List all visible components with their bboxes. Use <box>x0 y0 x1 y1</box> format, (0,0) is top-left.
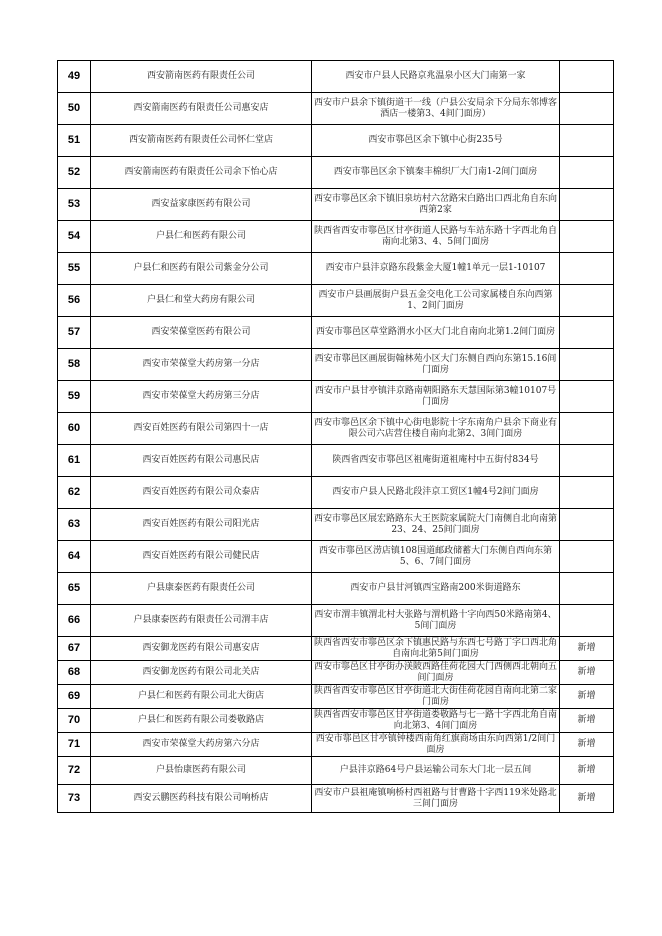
store-address-cell: 西安市鄠邑区画展街翰林苑小区大门东侧自西向东第15.16间门面房 <box>312 349 560 381</box>
store-address-cell: 西安市鄠邑区甘亭街办渼陂西路佳荷花园大门西侧西北朝向五间门面房 <box>312 661 560 685</box>
note-cell <box>560 157 614 189</box>
row-number-cell: 66 <box>58 605 91 637</box>
table-row <box>58 605 614 637</box>
row-number-cell: 53 <box>58 189 91 221</box>
row-number-cell: 60 <box>58 413 91 445</box>
table-row <box>58 157 614 189</box>
row-number-cell: 64 <box>58 541 91 573</box>
row-number-cell: 50 <box>58 93 91 125</box>
note-cell <box>560 61 614 93</box>
table-row <box>58 685 614 709</box>
store-address-cell: 西安市户县人民路北段沣京工贸区1幢4号2间门面房 <box>312 477 560 509</box>
note-cell <box>560 253 614 285</box>
row-number-cell: 65 <box>58 573 91 605</box>
company-name-cell: 户县仁和医药有限公司 <box>91 221 312 253</box>
store-address-cell: 陕西省西安市鄠邑区祖庵街道祖庵村中五街付834号 <box>312 445 560 477</box>
company-name-cell: 西安御龙医药有限公司北关店 <box>91 661 312 685</box>
company-name-cell: 西安御龙医药有限公司惠安店 <box>91 637 312 661</box>
store-address-cell: 西安市鄠邑区余下镇中心街235号 <box>312 125 560 157</box>
store-address-cell: 西安市户县画展街户县五金交电化工公司家属楼自东向西第1、2间门面房 <box>312 285 560 317</box>
company-name-cell: 西安箭南医药有限责任公司 <box>91 61 312 93</box>
table-row <box>58 317 614 349</box>
company-name-cell: 西安百姓医药有限公司阳光店 <box>91 509 312 541</box>
note-cell: 新增 <box>560 733 614 757</box>
table-row <box>58 253 614 285</box>
company-name-cell: 西安市荣葆堂大药房第三分店 <box>91 381 312 413</box>
table-row <box>58 709 614 733</box>
store-address-cell: 陕西省西安市鄠邑区甘亭街道北大街佳荷花园自南向北第二家门面房 <box>312 685 560 709</box>
store-address-cell: 西安市户县人民路京兆温泉小区大门南第一家 <box>312 61 560 93</box>
table-row <box>58 93 614 125</box>
company-name-cell: 西安箭南医药有限责任公司怀仁堂店 <box>91 125 312 157</box>
row-number-cell: 58 <box>58 349 91 381</box>
store-address-cell: 西安市鄠邑区甘亭镇钟楼西南角红旗商场由东向西第1/2间门面房 <box>312 733 560 757</box>
row-number-cell: 49 <box>58 61 91 93</box>
row-number-cell: 55 <box>58 253 91 285</box>
store-address-cell: 西安市鄠邑区余下镇秦丰棉织厂大门南1-2间门面房 <box>312 157 560 189</box>
pharmacy-table <box>57 60 614 813</box>
row-number-cell: 62 <box>58 477 91 509</box>
note-cell <box>560 189 614 221</box>
company-name-cell: 西安百姓医药有限公司众泰店 <box>91 477 312 509</box>
row-number-cell: 52 <box>58 157 91 189</box>
table-row <box>58 285 614 317</box>
company-name-cell: 西安箭南医药有限责任公司余下怡心店 <box>91 157 312 189</box>
note-cell <box>560 349 614 381</box>
store-address-cell: 西安市鄠邑区余下镇中心街电影院十字东南角户县余下商业有限公司六店营住楼自南向北第2、3间门面房 <box>312 413 560 445</box>
table-row <box>58 637 614 661</box>
company-name-cell: 户县仁和堂大药房有限公司 <box>91 285 312 317</box>
store-address-cell: 西安市户县甘河镇西宝路南200米街道路东 <box>312 573 560 605</box>
company-name-cell: 户县仁和医药有限公司紫金分公司 <box>91 253 312 285</box>
row-number-cell: 56 <box>58 285 91 317</box>
company-name-cell: 西安市荣葆堂大药房第六分店 <box>91 733 312 757</box>
store-address-cell: 西安市渭丰镇渭北村大张路与渭机路十字向西50米路南第4、5间门面房 <box>312 605 560 637</box>
row-number-cell: 69 <box>58 685 91 709</box>
note-cell <box>560 477 614 509</box>
store-address-cell: 西安市户县沣京路东段紫金大厦1幢1单元一层1-10107 <box>312 253 560 285</box>
store-address-cell: 陕西省西安市鄠邑区甘亭街道人民路与车站东路十字西北角自南向北第3、4、5间门面房 <box>312 221 560 253</box>
row-number-cell: 68 <box>58 661 91 685</box>
store-address-cell: 陕西省西安市鄠邑区余下镇惠民路与东西七号路丁字口西北角自南向北第5间门面房 <box>312 637 560 661</box>
company-name-cell: 西安市荣葆堂大药房第一分店 <box>91 349 312 381</box>
note-cell: 新增 <box>560 785 614 813</box>
note-cell <box>560 125 614 157</box>
store-address-cell: 西安市户县祖庵镇响桥村西祖路与甘曹路十字西119米处路北三间门面房 <box>312 785 560 813</box>
row-number-cell: 67 <box>58 637 91 661</box>
note-cell <box>560 381 614 413</box>
company-name-cell: 户县康泰医药有限责任公司渭丰店 <box>91 605 312 637</box>
store-address-cell: 陕西省西安市鄠邑区甘亭街道娄敬路与七一路十字西北角自南向北第3、4间门面房 <box>312 709 560 733</box>
company-name-cell: 西安益家康医药有限公司 <box>91 189 312 221</box>
note-cell <box>560 221 614 253</box>
store-address-cell: 西安市户县甘亭镇沣京路南朝阳路东天慧国际第3幢10107号门面房 <box>312 381 560 413</box>
table-row <box>58 541 614 573</box>
table-row <box>58 757 614 785</box>
table-row <box>58 125 614 157</box>
company-name-cell: 户县仁和医药有限公司娄敬路店 <box>91 709 312 733</box>
store-address-cell: 户县沣京路64号户县运输公司东大门北一层五间 <box>312 757 560 785</box>
row-number-cell: 72 <box>58 757 91 785</box>
row-number-cell: 54 <box>58 221 91 253</box>
note-cell: 新增 <box>560 685 614 709</box>
note-cell <box>560 413 614 445</box>
company-name-cell: 西安百姓医药有限公司惠民店 <box>91 445 312 477</box>
store-address-cell: 西安市鄠邑区展宏路路东大王医院家属院大门南侧自北向南第23、24、25间门面房 <box>312 509 560 541</box>
row-number-cell: 51 <box>58 125 91 157</box>
note-cell <box>560 445 614 477</box>
table-row <box>58 445 614 477</box>
table-row <box>58 413 614 445</box>
row-number-cell: 71 <box>58 733 91 757</box>
company-name-cell: 西安云鹏医药科技有限公司响桥店 <box>91 785 312 813</box>
table-row <box>58 509 614 541</box>
row-number-cell: 61 <box>58 445 91 477</box>
store-address-cell: 西安市鄠邑区余下镇旧泉坊村六岔路宋白路出口西北角自东向西第2家 <box>312 189 560 221</box>
note-cell <box>560 605 614 637</box>
table-row <box>58 349 614 381</box>
table-row <box>58 573 614 605</box>
table-row <box>58 381 614 413</box>
company-name-cell: 西安百姓医药有限公司第四十一店 <box>91 413 312 445</box>
note-cell: 新增 <box>560 757 614 785</box>
row-number-cell: 73 <box>58 785 91 813</box>
note-cell <box>560 541 614 573</box>
note-cell <box>560 509 614 541</box>
note-cell <box>560 93 614 125</box>
row-number-cell: 59 <box>58 381 91 413</box>
note-cell: 新增 <box>560 637 614 661</box>
note-cell: 新增 <box>560 661 614 685</box>
store-address-cell: 西安市鄠邑区草堂路渭水小区大门北自南向北第1.2间门面房 <box>312 317 560 349</box>
note-cell <box>560 285 614 317</box>
note-cell: 新增 <box>560 709 614 733</box>
row-number-cell: 63 <box>58 509 91 541</box>
store-address-cell: 西安市鄠邑区涝店镇108国道邮政储蓄大门东侧自西向东第5、6、7间门面房 <box>312 541 560 573</box>
table-row <box>58 221 614 253</box>
company-name-cell: 户县仁和医药有限公司北大街店 <box>91 685 312 709</box>
company-name-cell: 西安荣葆堂医药有限公司 <box>91 317 312 349</box>
table-body <box>58 61 614 813</box>
row-number-cell: 70 <box>58 709 91 733</box>
table-row <box>58 733 614 757</box>
table-row <box>58 785 614 813</box>
row-number-cell: 57 <box>58 317 91 349</box>
company-name-cell: 西安箭南医药有限责任公司惠安店 <box>91 93 312 125</box>
company-name-cell: 户县怡康医药有限公司 <box>91 757 312 785</box>
store-address-cell: 西安市户县余下镇街道干一线（户县公安局余下分局东邻博客酒店一楼第3、4间门面房） <box>312 93 560 125</box>
company-name-cell: 西安百姓医药有限公司健民店 <box>91 541 312 573</box>
table-row <box>58 189 614 221</box>
table-row <box>58 661 614 685</box>
table-row <box>58 61 614 93</box>
note-cell <box>560 317 614 349</box>
note-cell <box>560 573 614 605</box>
table-row <box>58 477 614 509</box>
company-name-cell: 户县康泰医药有限责任公司 <box>91 573 312 605</box>
